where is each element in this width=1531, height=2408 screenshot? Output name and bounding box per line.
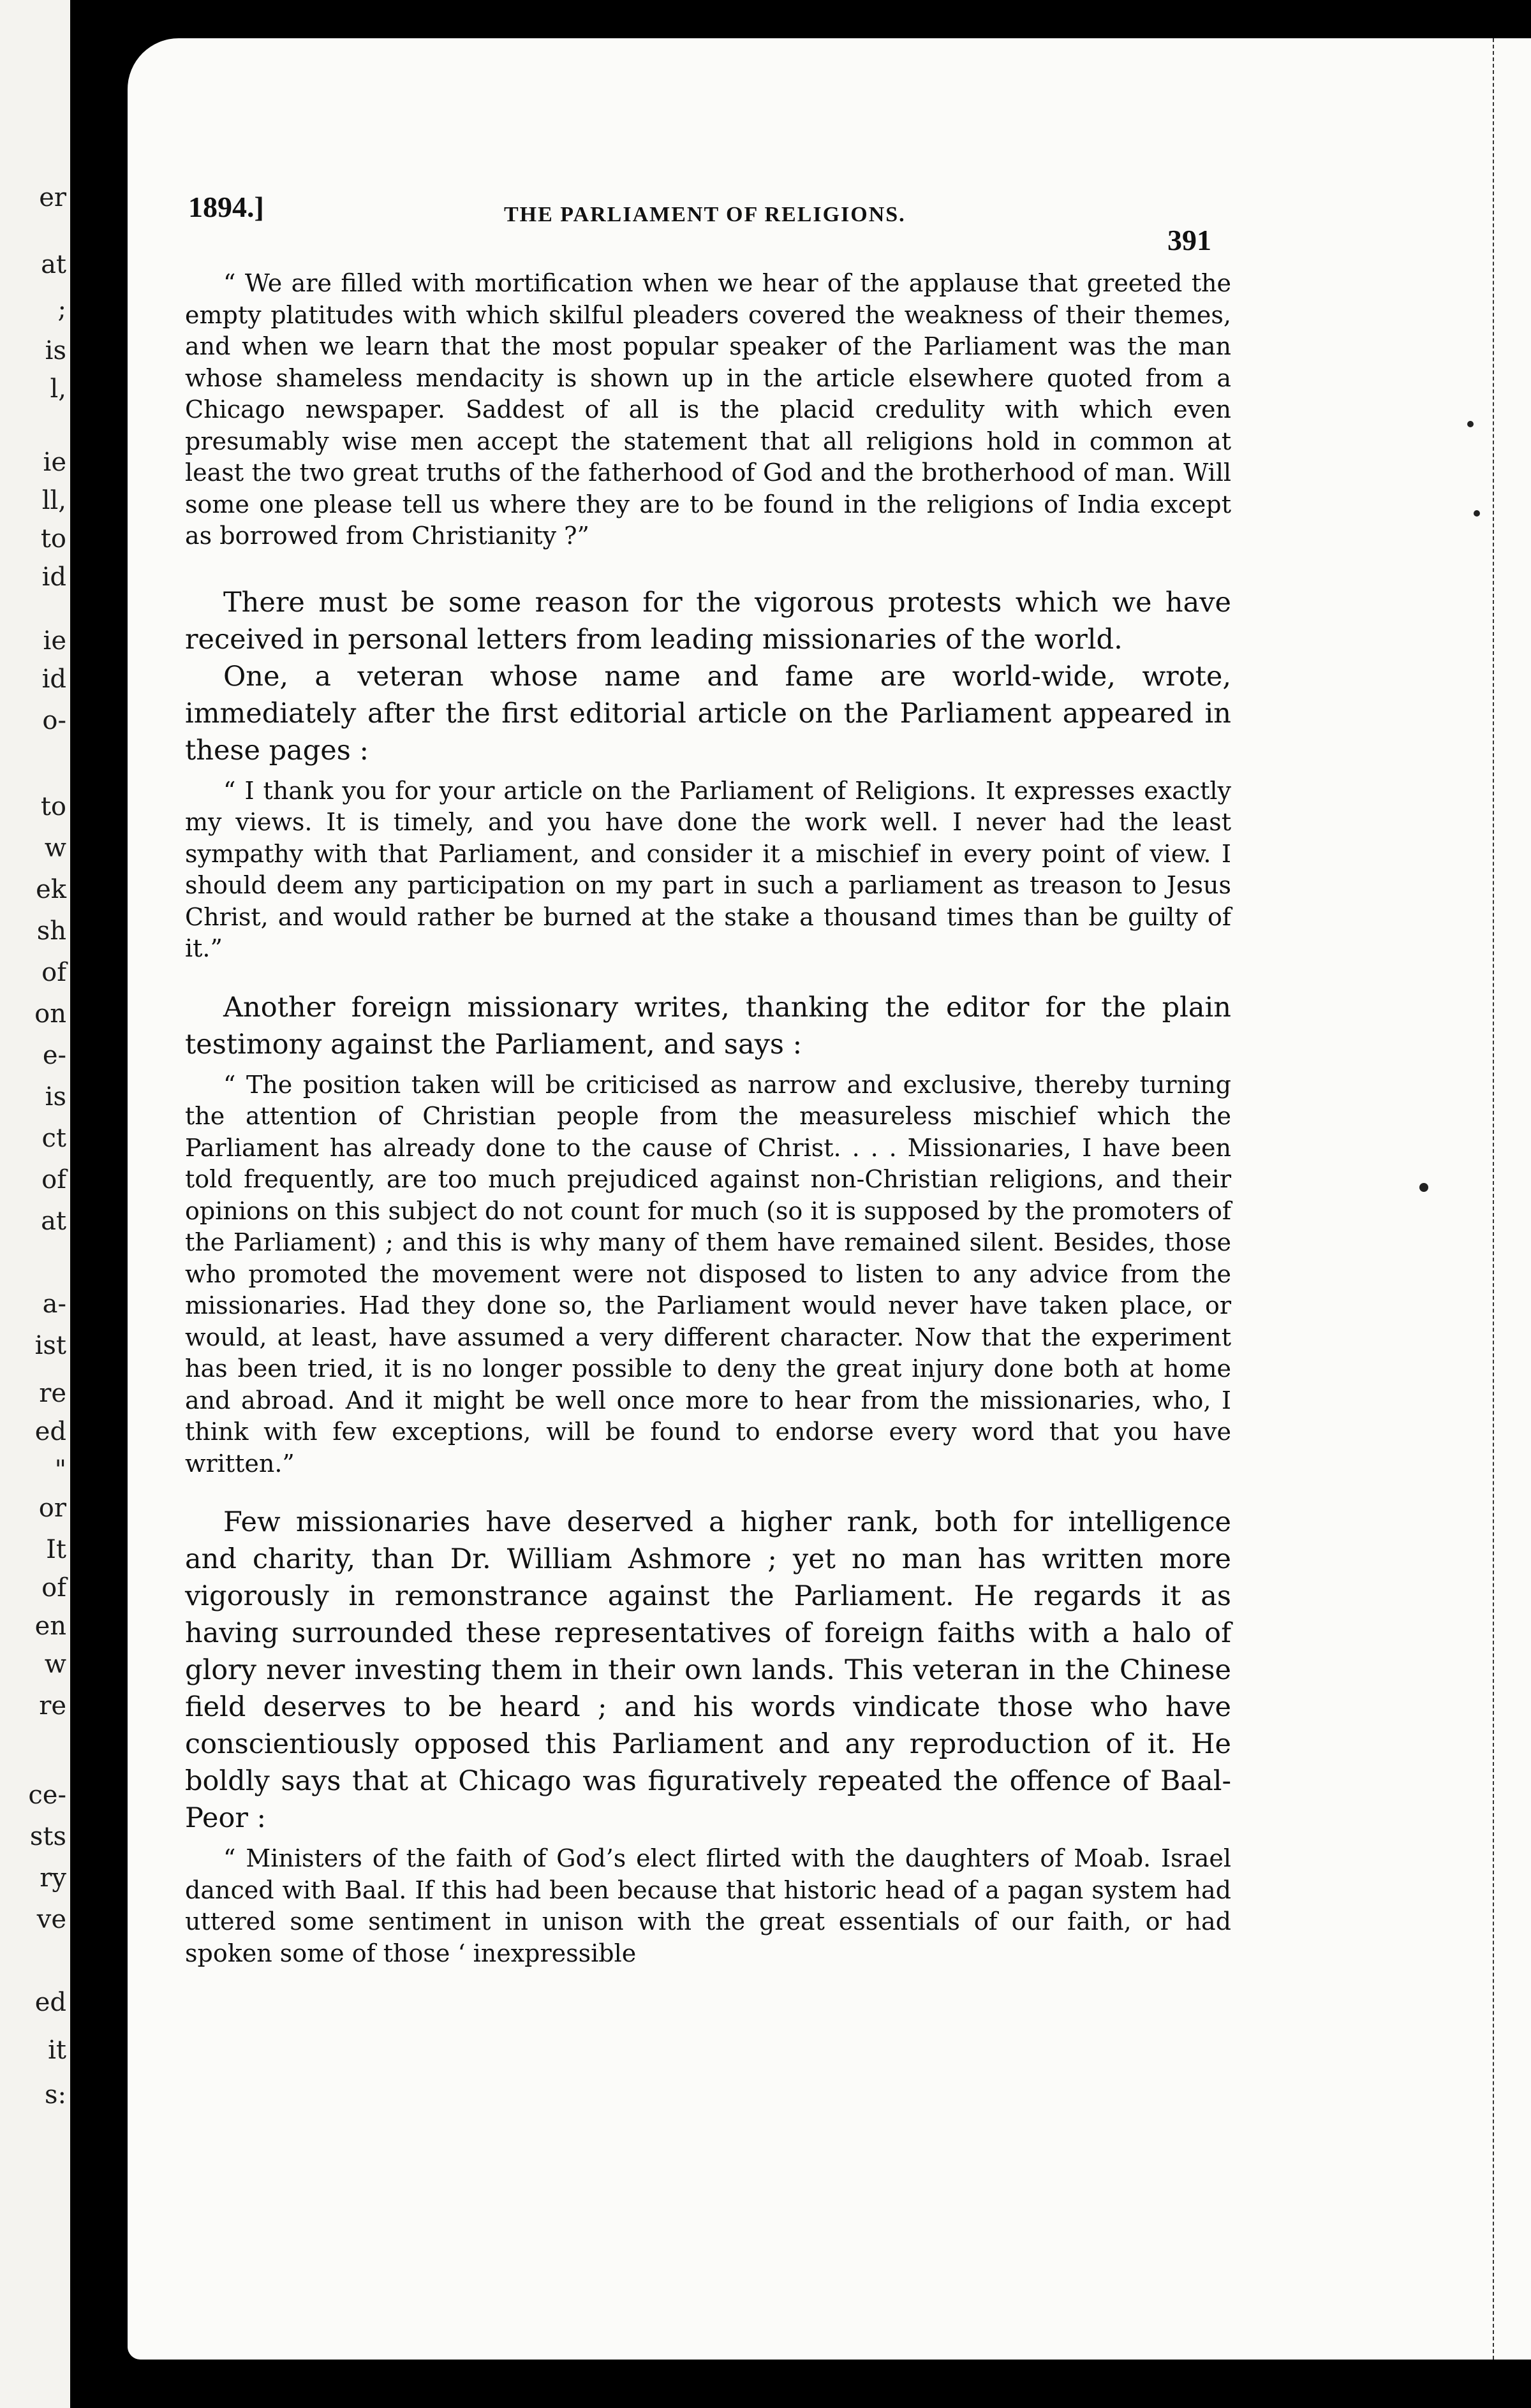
facing-page-fragment: w	[44, 833, 66, 863]
facing-page-fragment: id	[41, 664, 66, 694]
facing-page-fragment: ed	[34, 1417, 66, 1446]
facing-page-fragment: ve	[36, 1905, 66, 1934]
facing-page-fragment: ct	[41, 1124, 66, 1153]
facing-page-fragment: ll,	[41, 486, 66, 515]
facing-page-fragment: ist	[34, 1331, 66, 1360]
facing-page-fragment: ;	[57, 295, 66, 324]
facing-page-fragment: re	[39, 1691, 66, 1721]
facing-page-fragment: ek	[36, 875, 66, 904]
facing-page-fragment: is	[45, 336, 66, 365]
body-paragraph: One, a veteran whose name and fame are world-wide, wrote, immediately after the first editorial article on the Parliament appeared in these pages :	[185, 660, 1231, 767]
block-quote: “ Ministers of the faith of God’s elect flirted with the daughters of Moab. Israel danced with Baal. If this had been because that historic head of a pagan system had uttered some sentiment in unison with the great essentials of our faith, or had spoken some of those ‘ inexpressible	[185, 1844, 1231, 1967]
body-paragraph: Another foreign missionary writes, thanking the editor for the plain testimony against the Parliament, and says :	[185, 991, 1231, 1061]
ink-speck	[1474, 510, 1480, 517]
facing-page-fragment: l,	[50, 374, 66, 404]
facing-page-fragment: to	[40, 792, 66, 821]
facing-page-fragment: It	[46, 1535, 66, 1564]
facing-page-fragment: er	[39, 183, 66, 212]
page-number: 391	[1167, 224, 1211, 256]
body-paragraph: There must be some reason for the vigorous protests which we have received in personal letters from leading missionaries of the world.	[185, 586, 1231, 656]
facing-page-fragment: of	[41, 958, 66, 987]
facing-page-fragment: ry	[40, 1863, 66, 1893]
facing-page-fragment: id	[41, 562, 66, 592]
facing-page-fragment: of	[41, 1165, 66, 1194]
facing-page-fragment: at	[41, 1207, 66, 1236]
facing-page-fragment: ed	[34, 1988, 66, 2017]
facing-page-fragment: or	[38, 1494, 66, 1523]
facing-page-fragment: s:	[44, 2080, 66, 2110]
facing-page-fragment: re	[39, 1379, 66, 1408]
facing-page-fragment: e-	[42, 1041, 66, 1070]
block-quote: “ We are filled with mortification when we hear of the applause that greeted the empty platitudes with which skilful pleaders covered the weakness of their themes, and when we learn that the most popular speaker of the Parliament was the man whose shameless mendacity is shown up in the article elsewhere quoted from a Chicago newspaper. Saddest of all is the placid credulity with which even presumably wise men accept the statement that all religions hold in common at least the two great truths of the fatherhood of God and the brotherhood of man. Will some one please tell us where they are to be found in the religions of India except as borrowed from Christianity ?”	[185, 269, 1231, 550]
block-quote: “ I thank you for your article on the Parliament of Religions. It expresses exactly my views. It is timely, and you have done the work well. I never had the least sympathy with that Parliament, and consider it a mischief in every point of view. I should deem any participation on my part in such a parliament as treason to Jesus Christ, and would rather be burned at the stake a thousand times than be guilty of it.”	[185, 776, 1231, 962]
facing-page-fragment: on	[34, 999, 66, 1029]
facing-page-fragment: w	[44, 1650, 66, 1679]
facing-page-fragment: of	[41, 1573, 66, 1603]
block-quote: “ The position taken will be criticised as narrow and exclusive, thereby turning the attention of Christian people from the measureless mischief which the Parliament has already done to the cause of Christ. . . . Missionaries, I have been told frequently, are too much prejudiced against non-Christian religions, and their opinions on this subject do not count for much (so it is supposed by the promoters of the Parliament) ; and this is why many of them have remained silent. Besides, those who promoted the movement were not disposed to listen to any advice from the missionaries. Had they done so, the Parliament would never have taken place, or would, at least, have assumed a very different character. Now that the experiment has been tried, it is no longer possible to deny the great injury done both at home and abroad. And it might be well once more to hear from the missionaries, who, I think with few exceptions, will be found to endorse every word that you have written.”	[185, 1070, 1231, 1478]
facing-page-fragment: "	[54, 1455, 66, 1485]
facing-page-fragment: sts	[29, 1822, 66, 1851]
running-head-title: THE PARLIAMENT OF RELIGIONS.	[504, 203, 906, 226]
facing-page-margin	[0, 0, 70, 2408]
ink-speck	[1467, 421, 1474, 427]
text-column	[185, 268, 1231, 1969]
ink-speck	[1419, 1183, 1428, 1192]
facing-page-fragment: o-	[42, 706, 66, 735]
facing-page-fragment: is	[45, 1082, 66, 1112]
facing-page-fragment: a-	[42, 1289, 66, 1319]
facing-page-fragment: sh	[36, 916, 66, 946]
running-head-year: 1894.]	[188, 191, 264, 223]
facing-page-fragment: it	[48, 2036, 66, 2065]
facing-page-fragment: ie	[43, 448, 66, 477]
facing-page-fragment: ce-	[28, 1780, 66, 1810]
facing-page-fragment: at	[41, 250, 66, 279]
facing-page-fragment: ie	[43, 626, 66, 656]
facing-page-fragment: to	[40, 524, 66, 554]
page-edge	[1493, 38, 1531, 2360]
body-paragraph: Few missionaries have deserved a higher rank, both for intelligence and charity, than Dr. William Ashmore ; yet no man has written more vigorously in remonstrance against the Parliament. He regards it as having surrounded these representatives of foreign faiths with a halo of glory never investing them in their own lands. This veteran in the Chinese field deserves to be heard ; and his words vindicate those who have conscientiously opposed this Parliament and any reproduction of it. He boldly says that at Chicago was figuratively repeated the offence of Baal-Peor :	[185, 1506, 1231, 1834]
facing-page-fragment: en	[34, 1611, 66, 1641]
